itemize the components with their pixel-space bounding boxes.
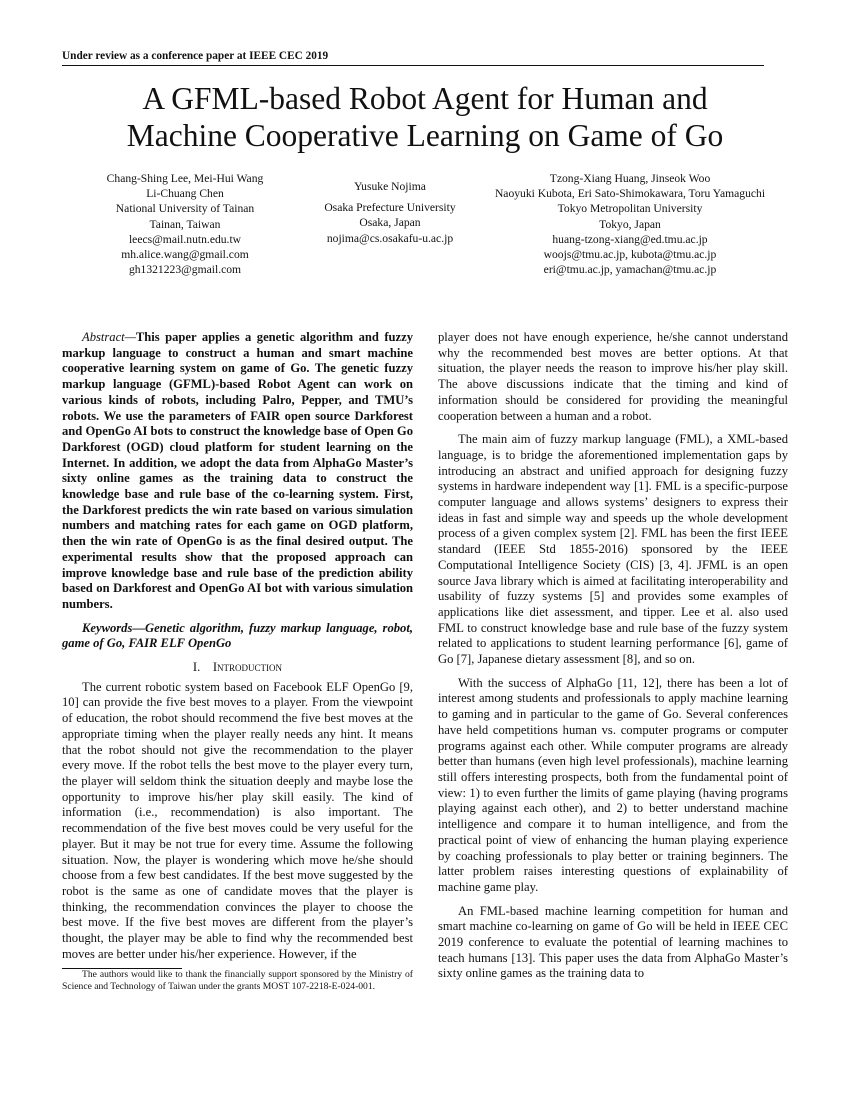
author-line: Tzong-Xiang Huang, Jinseok Woo (549, 172, 711, 185)
author-line: Naoyuki Kubota, Eri Sato-Shimokawara, Toru Yamaguchi (494, 187, 766, 201)
paragraph: With the success of AlphaGo [11, 12], there has been a lot of interest among students and professionals to apply machine learning to gaming and in particular to the game of Go. Several conferences have held competitions human vs. computer programs or computer programs against each other. While computer programs are already better than humans (even high level professionals), machine learning still offers interesting prospects, both from the fundamental point of view: 1) to even further the limits of game playing (having programs playing against each other), and 2) to better understand machine intelligence and compare it to human intelligence, and from the practical point of view of enhancing the human playing experience by coaching professionals to play better or training beginners. The latter problem raises interesting questions of explainability of machine game play. (438, 675, 788, 894)
author-block-2 (300, 179, 480, 246)
author-line: leecs@mail.nutn.edu.tw (128, 232, 242, 246)
author-line: mh.alice.wang@gmail.com (121, 248, 249, 262)
right-column (438, 330, 788, 982)
paragraph: The main aim of fuzzy markup language (FML), a XML-based language, is to bridge the aforementioned implementation gaps by introducing an abstract and unified approach for designing fuzzy systems in hardware independent way [1]. FML is a specific-purpose computer language and allows systems’ designers to express their ideas in fast and simple way and speeds up the whole development process of a given complex system [2]. FML has been the first IEEE standard (IEEE Std 1855-2016) sponsored by the IEEE Computational Intelligence Society (CIS) [3, 4]. JFML is an open source Java library which is aimed at facilitating interoperability and usability of fuzzy systems [5] and provides some examples of applications like diet assessment, and tipper. Lee et al. also used FML to construct knowledge base and rule base of the fuzzy system related to applications to student learning performance [6], game of Go [7], Japanese dietary assessment [8], and so on. (438, 432, 788, 667)
author-line: Li-Chuang Chen (146, 187, 224, 201)
author-block-1 (80, 171, 290, 277)
header-note: Under review as a conference paper at IEEE CEC 2019 (62, 49, 764, 66)
author-line: Tokyo, Japan (599, 217, 661, 231)
paragraph: An FML-based machine learning competition for human and smart machine co-learning on game of Go will be held in IEEE CEC 2019 conference to evaluate the potential of learning machines to teach humans [13]. This paper uses the data from AlphaGo Master’s sixty online games as the training data to (438, 903, 788, 981)
author-line: Yusuke Nojima (354, 180, 426, 193)
author-block-3 (470, 171, 790, 277)
title-line: Machine Cooperative Learning on Game of Go (126, 118, 724, 153)
author-line: Tainan, Taiwan (149, 217, 221, 231)
title-line: A GFML-based Robot Agent for Human and (142, 81, 708, 116)
keywords: Keywords—Genetic algorithm, fuzzy markup language, robot, game of Go, FAIR ELF OpenGo (62, 620, 413, 651)
left-column (62, 330, 413, 993)
paragraph: player does not have enough experience, he/she cannot understand why the recommended best moves are better options. At that situation, the player needs the reason to improve his/her play skill. The above discussions indicate that the timing and kind of information should be considered for providing the meaningful cooperation between a human and a robot. (438, 330, 788, 423)
author-line: Tokyo Metropolitan University (557, 202, 703, 216)
author-line: woojs@tmu.ac.jp, kubota@tmu.ac.jp (543, 248, 717, 262)
abstract: Abstract—This paper applies a genetic algorithm and fuzzy markup language to construct a human and smart machine cooperative learning system on game of Go. The genetic fuzzy markup language (GFML)-based Robot Agent can work on various kinds of robots, including Palro, Pepper, and TMU’s robots. We use the parameters of FAIR open source Darkforest and OpenGo AI bots to construct the knowledge base of Open Go Darkforest (OGD) cloud platform for student learning on the Internet. In addition, we adopt the data from AlphaGo Master’s sixty online games as the training data to construct the knowledge base and rule base of the co-learning system. First, the Darkforest predicts the win rate based on various simulation numbers and matching rates for each game on OGD platform, then the win rate of OpenGo is as the final desired output. The experimental results show that the proposed approach can improve knowledge base and rule base of the prediction ability based on Darkforest and OpenGo AI bot with various simulation numbers. (62, 330, 413, 611)
intro-paragraph: The current robotic system based on Facebook ELF OpenGo [9, 10] can provide the five best moves to a player. From the viewpoint of education, the robot should recommend the five best moves at the appropriate timing when the player really needs any hint. It means that the robot should not give the recommendation to the player every move. If the robot tells the best move to the player every turn, the player will seldom think the situation deeply and maybe lose the opportunity to improve his/her play skill easily. The kind of information (i.e., recommendation) is also important. The recommendation of the five best moves could be very useful for the player. But it may be not true for every time. Assume the following situation. Now, the player is wondering which move he/she should choose from a few best candidates. If the best move suggested by the robot is the same as one of candidate moves that the player is thinking, the recommendation convinces the player to choose the best move. If the five best moves are different from the player’s thought, the player may be able to find why the recommended best moves are better under his/her experience. However, if the (62, 679, 413, 961)
keywords-label: Keywords (82, 620, 133, 635)
author-line: Chang-Shing Lee, Mei-Hui Wang (106, 172, 264, 185)
author-line: Osaka, Japan (359, 216, 421, 230)
paper-title (60, 80, 790, 154)
author-line: Osaka Prefecture University (324, 201, 456, 215)
author-line: nojima@cs.osakafu-u.ac.jp (326, 231, 454, 245)
author-line: huang-tzong-xiang@ed.tmu.ac.jp (552, 232, 708, 246)
keywords-text: Genetic algorithm, fuzzy markup language, robot, game of Go, FAIR ELF OpenGo (62, 620, 413, 651)
section-title: Introduction (212, 660, 283, 675)
abstract-label: Abstract (82, 330, 125, 344)
footnote: The authors would like to thank the financially support sponsored by the Ministry of Science and Technology of Taiwan under the grants MOST 107-2218-E-024-001. (62, 969, 413, 993)
author-line: National University of Tainan (115, 202, 255, 216)
author-line: gh1321223@gmail.com (128, 263, 242, 277)
abstract-text: This paper applies a genetic algorithm and fuzzy markup language to construct a human and smart machine cooperative learning system on game of Go. The genetic fuzzy markup language (GFML)-based Robot Agent can work on various kinds of robots, including Palro, Pepper, and TMU’s robots. We use the parameters of FAIR open source Darkforest and OpenGo AI bots to construct the knowledge base of Open Go Darkforest (OGD) cloud platform for student learning on the Internet. In addition, we adopt the data from AlphaGo Master’s sixty online games as the training data to construct the knowledge base and rule base of the co-learning system. First, the Darkforest predicts the win rate based on various simulation numbers and matching rates for each game on OGD platform, then the win rate of OpenGo is as the final desired output. The experimental results show that the proposed approach can improve knowledge base and rule base of the prediction ability based on Darkforest and OpenGo AI bot with various simulation numbers. (62, 330, 413, 611)
author-line: eri@tmu.ac.jp, yamachan@tmu.ac.jp (543, 263, 717, 277)
section-number: I. (192, 660, 201, 675)
section-heading (62, 660, 413, 676)
